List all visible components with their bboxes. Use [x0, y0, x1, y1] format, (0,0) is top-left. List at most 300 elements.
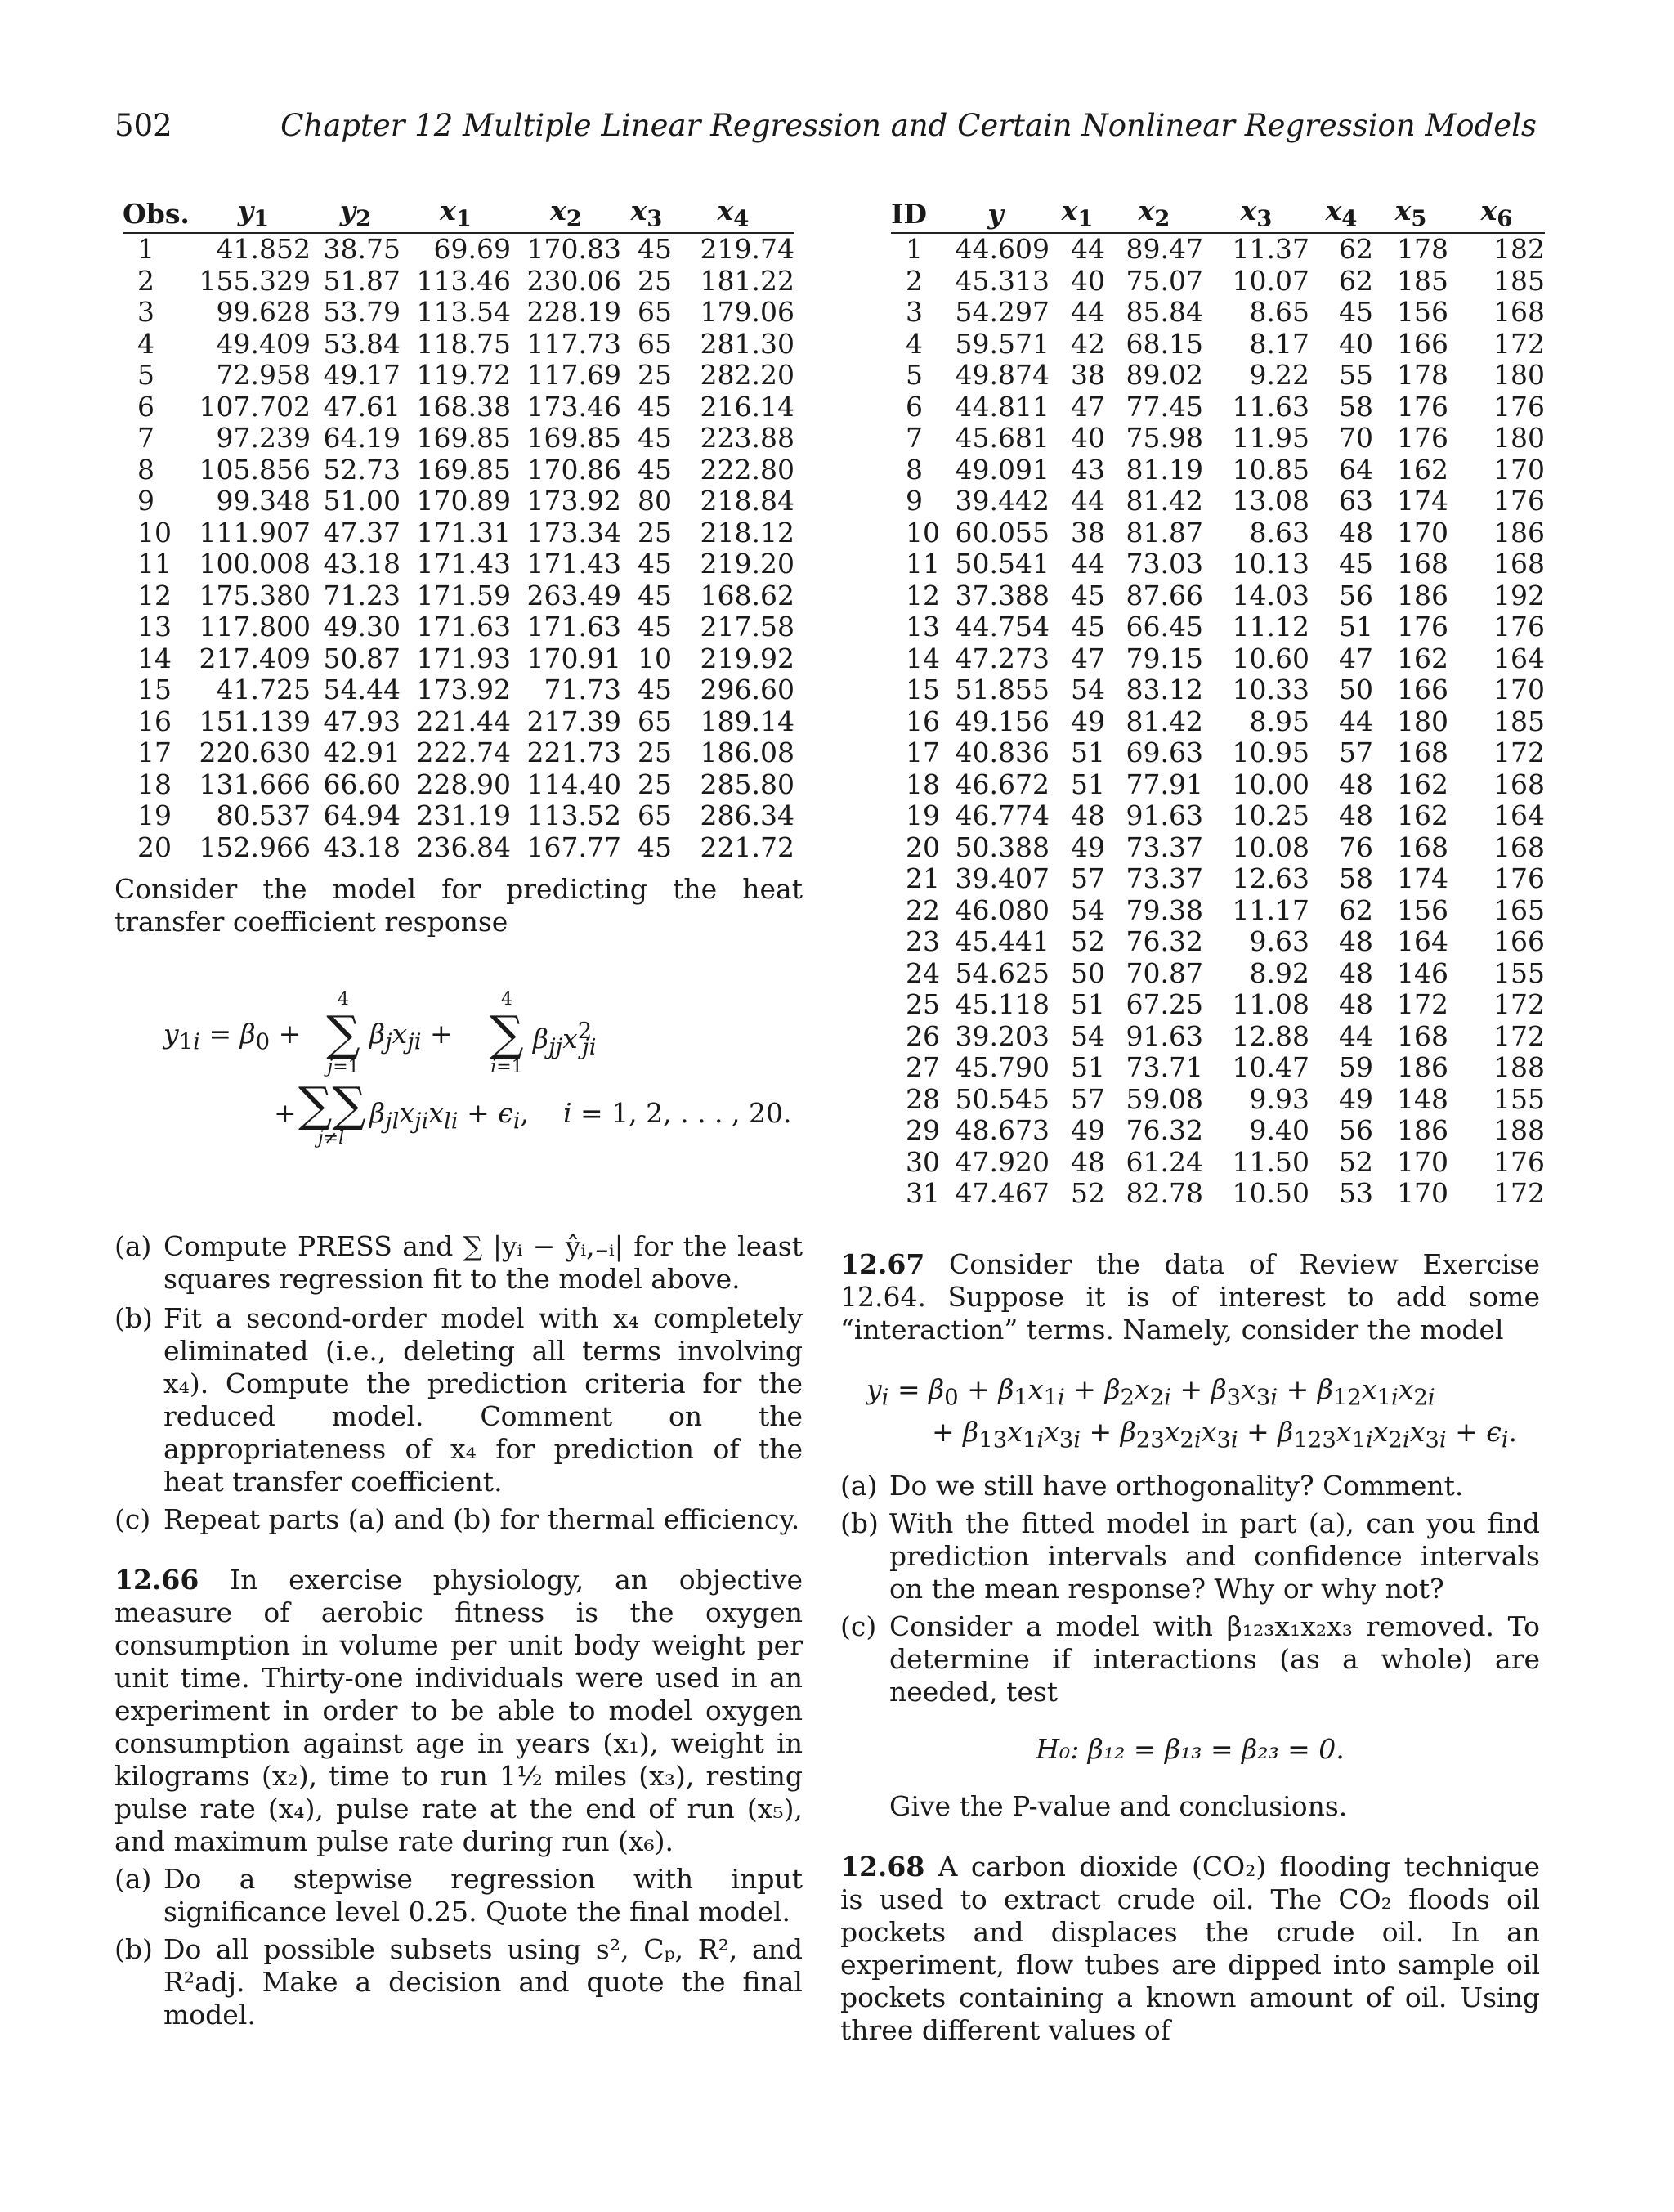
table-cell: 17	[906, 737, 940, 769]
ex67-part-b	[840, 1507, 1540, 1605]
table-row	[891, 643, 1545, 675]
table-row	[123, 297, 794, 329]
model-intro: Consider the model for predicting the heat transfer coefficient response	[114, 873, 803, 938]
table-cell: 40	[1071, 264, 1105, 297]
table-cell: 54	[1071, 674, 1105, 706]
table-cell: 171.59	[416, 579, 511, 611]
table-row	[123, 769, 794, 801]
table-row	[891, 360, 1545, 392]
heat-transfer-table	[123, 195, 794, 863]
table-cell: 10.95	[1232, 737, 1309, 769]
table-cell: 55	[1339, 359, 1373, 392]
table-row	[123, 737, 794, 769]
table-cell: 219.20	[700, 548, 794, 580]
table-row	[891, 1021, 1545, 1053]
col-x3: $x_3$	[1203, 195, 1309, 233]
table-cell: 152.966	[199, 831, 311, 863]
table-cell: 45	[1071, 611, 1105, 643]
table-cell: 50.541	[955, 548, 1050, 580]
table-cell: 45.790	[955, 1051, 1050, 1084]
table-cell: 171.43	[526, 548, 621, 580]
table-cell: 175.380	[199, 579, 311, 611]
table-cell: 45.118	[955, 988, 1050, 1021]
table-cell: 8.17	[1249, 327, 1309, 360]
part-a-label: (a)	[840, 1470, 878, 1502]
part-a-label: (a)	[114, 1230, 152, 1262]
table-cell: 12.63	[1232, 862, 1309, 895]
hypothesis: H₀: β₁₂ = β₁₃ = β₂₃ = 0.	[1036, 1733, 1345, 1765]
table-cell: 171.63	[416, 611, 511, 643]
table-cell: 47.467	[955, 1177, 1050, 1210]
table-cell: 168	[1493, 831, 1545, 863]
table-cell: 52	[1071, 1177, 1105, 1210]
table-cell: 75.07	[1126, 264, 1203, 297]
table-cell: 180	[1493, 422, 1545, 454]
table-cell: 51.855	[955, 674, 1050, 706]
table-cell: 9.93	[1249, 1082, 1309, 1115]
table-cell: 8	[906, 453, 923, 486]
table-cell: 5	[137, 359, 154, 392]
table-cell: 25	[638, 737, 672, 769]
table-cell: 186	[1397, 1114, 1448, 1147]
table-cell: 83.12	[1126, 674, 1203, 706]
table-cell: 44	[1071, 296, 1105, 329]
table-cell: 49.17	[323, 359, 401, 392]
table-cell: 282.20	[700, 359, 794, 392]
table-cell: 43.18	[323, 831, 401, 863]
table-cell: 45	[638, 579, 672, 611]
table-cell: 221.44	[416, 705, 511, 737]
table-cell: 10.00	[1232, 768, 1309, 800]
table-cell: 8.95	[1249, 705, 1309, 737]
table-cell: 7	[906, 422, 923, 454]
table-cell: 44	[1071, 485, 1105, 517]
table-row	[891, 674, 1545, 706]
table-cell: 182	[1493, 233, 1545, 266]
table-cell: 162	[1397, 453, 1448, 486]
table-cell: 15	[137, 674, 172, 706]
table-cell: 8	[137, 453, 154, 486]
col-x4: $x_4$	[672, 195, 794, 233]
table-cell: 156	[1397, 893, 1448, 926]
part-a-text: Compute PRESS and ∑ |yᵢ − ŷᵢ,₋ᵢ| for the least squares regression fit to the model above.	[163, 1230, 803, 1295]
table-cell: 50.388	[955, 831, 1050, 863]
table-cell: 71.73	[544, 674, 621, 706]
table-cell: 8.65	[1249, 296, 1309, 329]
table-row	[123, 832, 794, 864]
table-cell: 155	[1493, 1082, 1545, 1115]
table-cell: 6	[137, 390, 154, 423]
table-cell: 11.50	[1232, 1145, 1309, 1178]
table-cell: 185	[1493, 264, 1545, 297]
table-cell: 54.44	[323, 674, 401, 706]
table-cell: 51	[1339, 611, 1373, 643]
part-c	[114, 1503, 803, 1536]
table-cell: 45	[638, 233, 672, 266]
table-cell: 56	[1339, 579, 1373, 611]
exercise-body: A carbon dioxide (CO₂) flooding technique is used to extract crude oil. The CO₂ floods oil pockets and displaces the crude oil. In an experiment, flow tubes are dipped into sample oil pockets containing a known amount of oil. Using three different values of	[840, 1851, 1540, 2046]
table-header-row	[123, 195, 794, 233]
table-cell: 80	[638, 485, 672, 517]
table-cell: 171.43	[416, 548, 511, 580]
part-a-text: Do we still have orthogonality? Comment.	[889, 1470, 1464, 1502]
table-cell: 281.30	[700, 327, 794, 360]
table-cell: 222.80	[700, 453, 794, 486]
table-cell: 170.89	[416, 485, 511, 517]
part-b	[114, 1302, 803, 1498]
table-cell: 87.66	[1126, 579, 1203, 611]
table-cell: 73.37	[1126, 831, 1203, 863]
table-cell: 170	[1493, 453, 1545, 486]
table-cell: 81.87	[1126, 516, 1203, 549]
table-cell: 228.90	[416, 768, 511, 800]
table-row	[891, 1084, 1545, 1116]
table-cell: 17	[137, 737, 172, 769]
exercise-12-68	[840, 1851, 1540, 2047]
table-cell: 50	[1071, 956, 1105, 989]
table-cell: 16	[906, 705, 940, 737]
table-cell: 53.84	[323, 327, 401, 360]
table-row	[123, 423, 794, 454]
table-cell: 285.80	[700, 768, 794, 800]
table-cell: 176	[1397, 422, 1448, 454]
table-cell: 45	[638, 422, 672, 454]
col-obs: Obs.	[123, 195, 196, 233]
exercise-number: 12.68	[840, 1851, 925, 1883]
table-cell: 189.14	[700, 705, 794, 737]
table-cell: 2	[906, 264, 923, 297]
ex67-part-c	[840, 1610, 1540, 1708]
table-cell: 172	[1397, 988, 1448, 1021]
table-cell: 51	[1071, 768, 1105, 800]
col-x1: $x_1$	[1050, 195, 1105, 233]
table-cell: 45	[638, 453, 672, 486]
table-cell: 68.15	[1126, 327, 1203, 360]
table-cell: 42	[1071, 327, 1105, 360]
table-cell: 38	[1071, 359, 1105, 392]
col-x2: $x_2$	[511, 195, 621, 233]
table-cell: 47	[1071, 390, 1105, 423]
table-row	[891, 297, 1545, 329]
table-cell: 51	[1071, 1051, 1105, 1084]
table-cell: 236.84	[416, 831, 511, 863]
table-cell: 77.45	[1126, 390, 1203, 423]
table-cell: 1	[906, 233, 923, 266]
table-cell: 4	[906, 327, 923, 360]
table-cell: 164	[1493, 799, 1545, 832]
table-cell: 58	[1339, 862, 1373, 895]
table-row	[891, 454, 1545, 486]
table-cell: 217.39	[526, 705, 621, 737]
table-row	[123, 392, 794, 423]
table-cell: 61.24	[1126, 1145, 1203, 1178]
table-cell: 20	[906, 831, 940, 863]
table-cell: 65	[638, 327, 672, 360]
table-cell: 49.156	[955, 705, 1050, 737]
table-cell: 218.12	[700, 516, 794, 549]
table-cell: 41.852	[216, 233, 311, 266]
table-cell: 155.329	[199, 264, 311, 297]
table-cell: 296.60	[700, 674, 794, 706]
table-cell: 118.75	[416, 327, 511, 360]
table-cell: 44.754	[955, 611, 1050, 643]
table-cell: 11.63	[1232, 390, 1309, 423]
table-cell: 228.19	[526, 296, 621, 329]
table-cell: 40.836	[955, 737, 1050, 769]
table-cell: 41.725	[216, 674, 311, 706]
table-cell: 85.84	[1126, 296, 1203, 329]
table-cell: 172	[1493, 988, 1545, 1021]
table-cell: 62	[1339, 264, 1373, 297]
table-cell: 172	[1493, 327, 1545, 360]
table-cell: 49	[1071, 1114, 1105, 1147]
table-cell: 47.273	[955, 642, 1050, 674]
table-cell: 89.47	[1126, 233, 1203, 266]
table-row	[891, 800, 1545, 832]
table-cell: 168	[1493, 296, 1545, 329]
table-cell: 45.313	[955, 264, 1050, 297]
table-cell: 59	[1339, 1051, 1373, 1084]
table-cell: 45	[1071, 579, 1105, 611]
table-cell: 172	[1493, 1019, 1545, 1052]
col-x4: $x_4$	[1309, 195, 1373, 233]
table-cell: 176	[1493, 862, 1545, 895]
table-cell: 217.409	[199, 642, 311, 674]
table-cell: 22	[906, 893, 940, 926]
table-cell: 168	[1397, 548, 1448, 580]
table-cell: 181.22	[700, 264, 794, 297]
table-cell: 1	[137, 233, 154, 266]
table-cell: 170.86	[526, 453, 621, 486]
table-cell: 49	[1339, 1082, 1373, 1115]
table-cell: 3	[137, 296, 154, 329]
table-row	[123, 580, 794, 612]
table-cell: 52.73	[323, 453, 401, 486]
table-cell: 51.00	[323, 485, 401, 517]
table-cell: 53	[1339, 1177, 1373, 1210]
table-cell: 171.63	[526, 611, 621, 643]
table-cell: 10.33	[1232, 674, 1309, 706]
table-cell: 219.92	[700, 642, 794, 674]
table-cell: 21	[906, 862, 940, 895]
table-cell: 47.920	[955, 1145, 1050, 1178]
table-cell: 169.85	[526, 422, 621, 454]
ex67-part-a	[840, 1470, 1540, 1502]
table-cell: 178	[1397, 359, 1448, 392]
table-cell: 10.25	[1232, 799, 1309, 832]
table-cell: 4	[137, 327, 154, 360]
table-cell: 10.47	[1232, 1051, 1309, 1084]
col-x5: $x_5$	[1373, 195, 1448, 233]
table-cell: 217.58	[700, 611, 794, 643]
table-cell: 48.673	[955, 1114, 1050, 1147]
table-row	[891, 392, 1545, 423]
table-cell: 168.62	[700, 579, 794, 611]
table-cell: 65	[638, 799, 672, 832]
table-cell: 48	[1071, 799, 1105, 832]
table-cell: 40	[1339, 327, 1373, 360]
col-x1: $x_1$	[401, 195, 511, 233]
table-cell: 148	[1397, 1082, 1448, 1115]
table-cell: 188	[1493, 1114, 1545, 1147]
table-cell: 186	[1397, 1051, 1448, 1084]
table-cell: 58	[1339, 390, 1373, 423]
table-cell: 172	[1493, 1177, 1545, 1210]
table-row	[891, 863, 1545, 895]
table-cell: 170	[1397, 1145, 1448, 1178]
conclusion-prompt: Give the P-value and conclusions.	[889, 1790, 1348, 1822]
table-cell: 14.03	[1232, 579, 1309, 611]
part-b-text: Do all possible subsets using s², Cₚ, R², and R²adj. Make a decision and quote the final model.	[163, 1933, 803, 2031]
table-cell: 69.69	[433, 233, 511, 266]
part-c-text: Repeat parts (a) and (b) for thermal efficiency.	[163, 1503, 800, 1535]
table-cell: 231.19	[416, 799, 511, 832]
table-cell: 117.69	[526, 359, 621, 392]
table-cell: 46.672	[955, 768, 1050, 800]
table-cell: 45	[638, 390, 672, 423]
table-cell: 11.08	[1232, 988, 1309, 1021]
table-row	[123, 643, 794, 675]
table-cell: 6	[906, 390, 923, 423]
table-cell: 179.06	[700, 296, 794, 329]
table-row	[891, 266, 1545, 298]
table-cell: 47.61	[323, 390, 401, 423]
table-cell: 230.06	[526, 264, 621, 297]
table-cell: 186.08	[700, 737, 794, 769]
table-row	[891, 926, 1545, 958]
exercise-12-66	[114, 1564, 803, 1858]
table-cell: 169.85	[416, 453, 511, 486]
table-cell: 91.63	[1126, 1019, 1203, 1052]
table-cell: 2	[137, 264, 154, 297]
table-cell: 80.537	[216, 799, 311, 832]
table-cell: 97.239	[216, 422, 311, 454]
table-cell: 176	[1493, 1145, 1545, 1178]
table-cell: 66.60	[323, 768, 401, 800]
table-cell: 48	[1339, 988, 1373, 1021]
table-cell: 57	[1071, 1082, 1105, 1115]
table-cell: 26	[906, 1019, 940, 1052]
table-cell: 111.907	[199, 516, 311, 549]
table-cell: 9	[906, 485, 923, 517]
table-cell: 50.545	[955, 1082, 1050, 1115]
table-cell: 47.93	[323, 705, 401, 737]
table-cell: 59.08	[1126, 1082, 1203, 1115]
col-y2: $y_2$	[311, 195, 401, 233]
table-cell: 170	[1397, 516, 1448, 549]
table-cell: 164	[1397, 925, 1448, 958]
table-cell: 11	[137, 548, 172, 580]
exercise-body: Consider the data of Review Exercise 12.64. Suppose it is of interest to add some “interaction” terms. Namely, consider the model	[840, 1248, 1540, 1346]
table-cell: 43.18	[323, 548, 401, 580]
table-cell: 186	[1493, 516, 1545, 549]
table-cell: 65	[638, 705, 672, 737]
table-cell: 221.72	[700, 831, 794, 863]
table-cell: 56	[1339, 1114, 1373, 1147]
table-cell: 25	[638, 264, 672, 297]
table-cell: 9.40	[1249, 1114, 1309, 1147]
table-cell: 9.22	[1249, 359, 1309, 392]
table-cell: 38.75	[323, 233, 401, 266]
table-cell: 99.348	[216, 485, 311, 517]
table-cell: 15	[906, 674, 940, 706]
table-cell: 7	[137, 422, 154, 454]
part-a-label: (a)	[114, 1863, 152, 1895]
table-cell: 44	[1071, 548, 1105, 580]
table-cell: 173.46	[526, 390, 621, 423]
page-number: 502	[114, 108, 172, 143]
table-cell: 54	[1071, 893, 1105, 926]
table-cell: 60.055	[955, 516, 1050, 549]
col-y: y	[942, 195, 1050, 233]
part-b-label: (b)	[114, 1933, 153, 1965]
table-cell: 76	[1339, 831, 1373, 863]
table-cell: 64.94	[323, 799, 401, 832]
table-cell: 176	[1493, 390, 1545, 423]
table-cell: 49.30	[323, 611, 401, 643]
table-cell: 91.63	[1126, 799, 1203, 832]
part-b-label: (b)	[114, 1302, 153, 1334]
table-cell: 10.08	[1232, 831, 1309, 863]
table-cell: 11	[906, 548, 940, 580]
table-cell: 44	[1071, 233, 1105, 266]
table-header-row	[891, 195, 1545, 233]
table-cell: 79.38	[1126, 893, 1203, 926]
table-cell: 176	[1397, 390, 1448, 423]
table-cell: 66.45	[1126, 611, 1203, 643]
table-cell: 67.25	[1126, 988, 1203, 1021]
table-row	[891, 769, 1545, 801]
table-cell: 174	[1397, 862, 1448, 895]
chapter-title: Chapter 12 Multiple Linear Regression and Certain Nonlinear Regression Models	[280, 108, 1537, 143]
table-cell: 114.40	[526, 768, 621, 800]
table-cell: 11.95	[1232, 422, 1309, 454]
table-cell: 49.409	[216, 327, 311, 360]
table-row	[123, 611, 794, 643]
part-b-label: (b)	[840, 1507, 879, 1539]
table-cell: 28	[906, 1082, 940, 1115]
table-cell: 263.49	[526, 579, 621, 611]
table-cell: 45.441	[955, 925, 1050, 958]
table-cell: 172	[1493, 737, 1545, 769]
table-cell: 42.91	[323, 737, 401, 769]
table-cell: 64	[1339, 453, 1373, 486]
table-cell: 156	[1397, 296, 1448, 329]
table-cell: 174	[1397, 485, 1448, 517]
table-row	[891, 611, 1545, 643]
table-cell: 44	[1339, 1019, 1373, 1052]
table-cell: 16	[137, 705, 172, 737]
table-cell: 39.442	[955, 485, 1050, 517]
table-cell: 48	[1339, 925, 1373, 958]
table-cell: 72.958	[216, 359, 311, 392]
table-cell: 75.98	[1126, 422, 1203, 454]
table-cell: 10.50	[1232, 1177, 1309, 1210]
table-row	[123, 360, 794, 392]
table-cell: 19	[137, 799, 172, 832]
table-row	[891, 895, 1545, 927]
table-row	[123, 800, 794, 832]
table-cell: 171.31	[416, 516, 511, 549]
table-cell: 180	[1493, 359, 1545, 392]
table-cell: 45	[638, 831, 672, 863]
table-cell: 216.14	[700, 390, 794, 423]
table-cell: 54.297	[955, 296, 1050, 329]
table-cell: 168	[1397, 1019, 1448, 1052]
table-cell: 52	[1071, 925, 1105, 958]
table-row	[891, 517, 1545, 549]
table-cell: 76.32	[1126, 1114, 1203, 1147]
